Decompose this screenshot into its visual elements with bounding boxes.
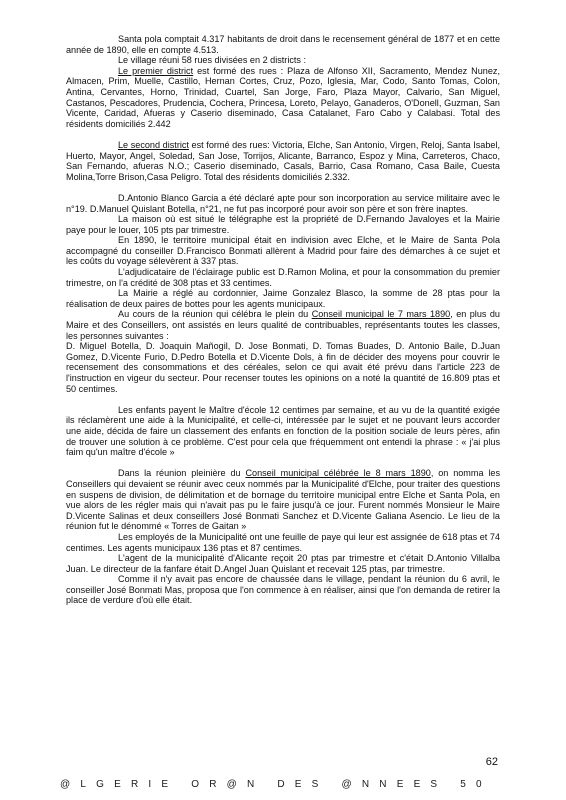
paragraph-text: D.Antonio Blanco Garcia a été déclaré apte pour son incorporation au service militaire avec le n°19. D.Manuel Quislant Botella, n°21, ne fut pas incorporé pour avoir son père et son frère inaptes. — [66, 192, 500, 214]
paragraph-text: La Mairie a réglé au cordonnier, Jaime Gonzalez Blasco, la somme de 28 ptas pour la réalisation de deux paires de bottes pour les agents municipaux. — [66, 288, 500, 309]
paragraph — [66, 574, 500, 606]
body-text — [66, 34, 500, 606]
paragraph — [66, 532, 500, 553]
paragraph — [66, 34, 500, 55]
paragraph-text: Les employés de la Municipalité ont une feuille de paye qui leur est assignée de 618 ptas et 74 centimes. Les agents municipaux 136 ptas et 87 centimes. — [66, 531, 500, 553]
paragraph-text: D. Miguel Botella, D. Joaquin Mañogil, D. Jose Bonmati, D. Tomas Buades, D. Antonio Baile, D.Juan Gomez, D.Vicente Furio, D.Pedro Botella et D.Vicente Dols, à fin de décider des moyens pour couvrir le recensement des consommations et des céréales, selon ce qui avait été prévu dans l'article 223 de l'instruction en vigeur du secteur. Pour recenser toutes les opinions on a noté la quantité de 16.809 ptas et 50 centimes. — [66, 341, 500, 394]
paragraph — [66, 405, 500, 458]
paragraph — [66, 267, 500, 288]
paragraph-text: La maison où est situé le télégraphe est la propriété de D.Fernando Javaloyes et la Mairie paye pour le louer, 105 pts par trimestre. — [66, 214, 500, 235]
paragraph-text: En 1890, le territoire municipal était en indivision avec Elche, et le Maire de Santa Pola accompagné du conseiller D.Francisco Bonmati allèrent à Madrid pour faire des démarches à ce sujet et les coûts du voyage sélevèrent à 337 ptas. — [66, 235, 500, 267]
paragraph — [66, 235, 500, 267]
paragraph-text: Les enfants payent le Maître d'école 12 centimes par semaine, et au vu de la quantité exigée ils réclamèrent une aide à la Municipalité, et celle-ci, intéressée par le sujet et ne pouvant leurs accorder une aide, décida de faire un classement des enfants en fonction de la position sociale de leurs pères, afin de trouver une solution à ce problème. C'est pour cela que fréquemment ont entendi la phrase : « j'ai plus faim qu'un maître d'école » — [66, 404, 500, 458]
paragraph — [66, 288, 500, 309]
paragraph — [66, 468, 500, 532]
paragraph — [66, 309, 500, 341]
paragraph — [66, 553, 500, 574]
paragraph — [66, 140, 500, 182]
paragraph — [66, 66, 500, 130]
paragraph-text: Santa pola comptait 4.317 habitants de droit dans le recensement général de 1877 et en cette année de 1890, elle en compte 4.513. — [66, 34, 500, 55]
paragraph-text: Dans la réunion pleinière du — [118, 468, 246, 479]
paragraph-text: , en plus du Maire et des Conseillers, ont assistés en leurs qualité de contribuables, représentants toutes les classes, les personnes suivantes : — [66, 309, 500, 341]
paragraph-text: Le village réuni 58 rues divisées en 2 districts : — [118, 55, 307, 66]
paragraph-text: Comme il n'y avait pas encore de chaussée dans le village, pendant la réunion du 6 avril, le conseiller José Bonmati Mas, proposa que l'on commence à en réaliser, ainsi que l'on demanda de retirer la place de verdure d'où elle était. — [66, 574, 500, 606]
paragraph — [66, 193, 500, 214]
page-number: 62 — [485, 756, 498, 768]
paragraph-text: est formé des rues: Victoria, Elche, San Antonio, Virgen, Reloj, Santa Isabel, Huerto, Mayor, Angel, Soledad, San Jose, Torrijos, Alicante, Barranco, Espoz y Mina, Carreteros, Chaco, San Fernando, afueras N.O.; Caserio diseminado, Casals, Barrio, Casa Romano, Casa Baile, Cuesta Molina,Torre Brison,Casa Peligro. Total des résidents domiciliés 2.332. — [66, 139, 500, 182]
underlined-heading: Le second district — [118, 139, 189, 150]
paragraph — [66, 341, 500, 394]
footer-banner: @LGERIE OR@N DES @NNEES 50 — [60, 779, 492, 790]
paragraph-text: L'agent de la municipalité d'Alicante reçoit 20 ptas par trimestre et c'était D.Antonio Villalba Juan. Le directeur de la fanfare était D.Angel Juan Quislant et recevait 125 ptas, par trimestre. — [66, 553, 500, 574]
paragraph — [66, 214, 500, 235]
paragraph-text: Au cours de la réunion qui célébra le plein du — [118, 309, 312, 320]
underlined-heading: Conseil municipal le 7 mars 1890 — [311, 309, 451, 320]
underlined-heading: Le premier district — [118, 65, 194, 76]
paragraph — [66, 55, 500, 66]
paragraph-text: est formé des rues : Plaza de Alfonso XII, Sacramento, Mendez Nunez, Almacen, Prim, Muelle, Castillo, Hernan Cortes, Cruz, Pozo, Iglesia, Mar, Codo, Santo Tomas, Colon, Antina, Cervantes, Horno, Trinidad, Cuartel, San Jorge, Faro, Plaza Mayor, Calvario, San Miguel, Castanos, Pescadores, Prudencia, Cochera, Princesa, Loreto, Pelayo, Ganaderos, O'Donell, Guzman, San Vicente, Caridad, Afueras y Caserio diseminado, Casa Catalanet, Faro Cabo y Calabasi. Total des résidents domiciliés 2.442 — [66, 65, 500, 129]
paragraph-text: L'adjudicataire de l'éclairage public est D.Ramon Molina, et pour la consommation du premier trimestre, on l'a crédité de 308 ptas et 33 centimes. — [66, 267, 500, 288]
underlined-heading: Conseil municipal célébrée le 8 mars 1890 — [245, 468, 431, 479]
paragraph-text: , on nomma les Conseillers qui devaient se réunir avec ceux nommés par la Municipalité d'Elche, pour traiter des questions en suspens de division, de délimitation et de bornage du territoire municipal entre Elche et Santa Pola, en vue alors de les régler mais qui n'avait pas pu le faire jusqu'à ce jour. Furent nommés Monsieur le Maire D.Vicente Salinas et deux conseillers José Bonmati Sanchez et D.Vicente Galiana Asencio. Le lieu de la réunion fut le dénommé « Torres de Gaitan » — [66, 468, 501, 532]
